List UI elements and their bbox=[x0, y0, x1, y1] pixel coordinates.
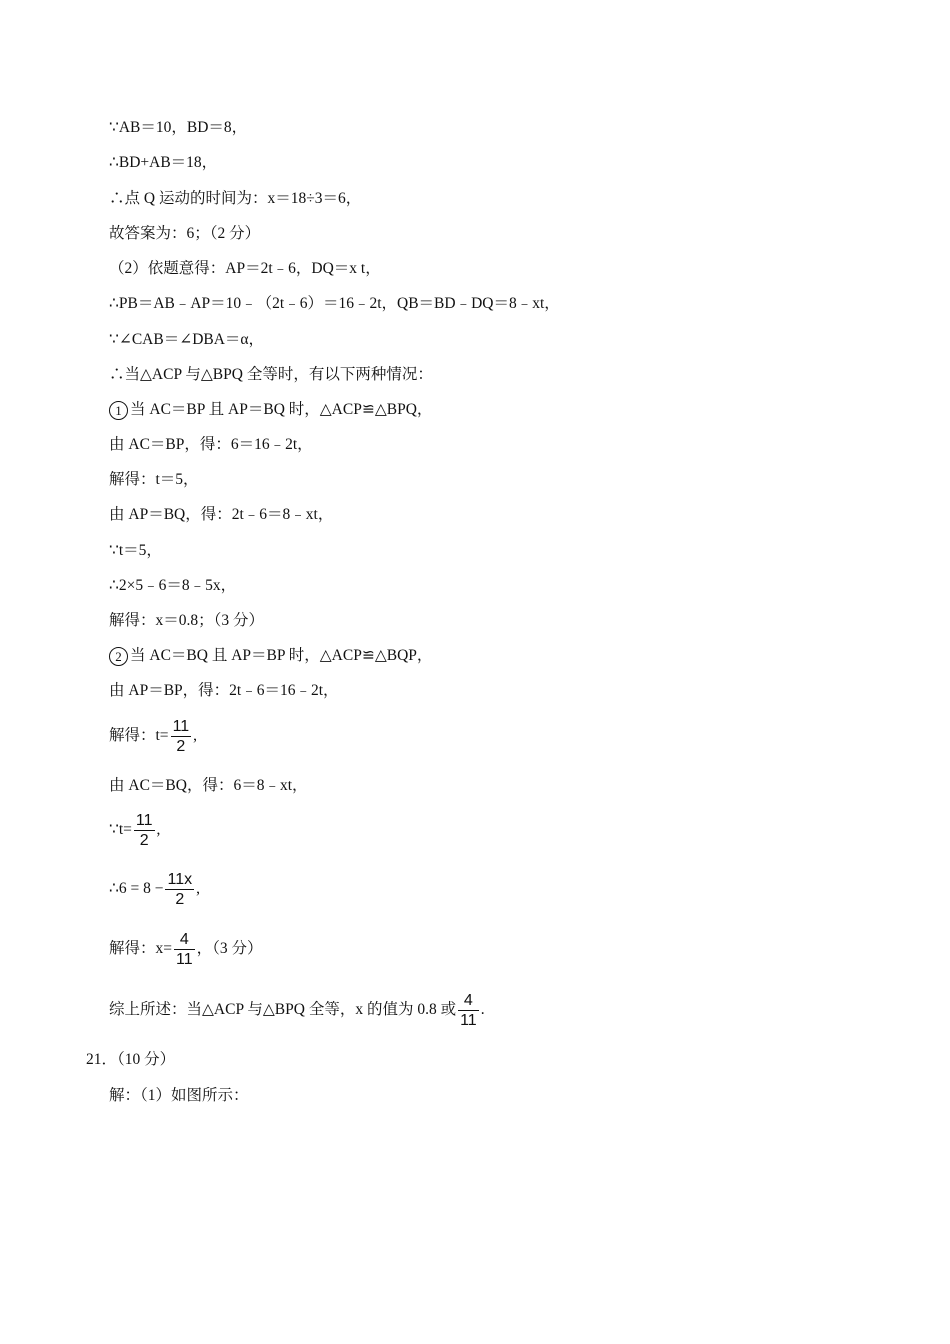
text-line: （2）依题意得：AP＝2t﹣6，DQ＝x t， bbox=[109, 260, 381, 277]
fraction-denominator: 2 bbox=[176, 738, 186, 755]
fraction-denominator: 11 bbox=[176, 951, 193, 968]
question-number: 21．（10 分） bbox=[86, 1051, 176, 1068]
fraction-numerator: 4 bbox=[179, 931, 189, 948]
line-prefix: ∴6 = 8 − bbox=[109, 880, 164, 898]
case-two-line bbox=[109, 646, 432, 666]
text-line: ∴2×5﹣6＝8﹣5x， bbox=[109, 577, 237, 594]
fraction bbox=[171, 717, 192, 756]
text-line: ∴BD+AB＝18， bbox=[109, 154, 218, 171]
text-line: ∴点 Q 运动的时间为：x＝18÷3＝6， bbox=[109, 190, 362, 207]
case-one-line bbox=[109, 400, 432, 420]
text-line: 解：（1）如图所示： bbox=[109, 1087, 249, 1104]
fraction-line bbox=[109, 811, 160, 850]
fraction-line bbox=[109, 930, 263, 969]
punctuation: , bbox=[193, 727, 198, 745]
line-prefix: 综上所述：当△ACP 与△BPQ 全等，x 的值为 0.8 或 bbox=[109, 1001, 457, 1019]
fraction-numerator: 11x bbox=[167, 871, 193, 888]
fraction-line bbox=[109, 991, 485, 1030]
fraction-denominator: 2 bbox=[139, 832, 149, 849]
punctuation: . bbox=[480, 1001, 485, 1019]
text-line: ∴当△ACP 与△BPQ 全等时，有以下两种情况： bbox=[109, 366, 433, 383]
line-prefix: 解得：x= bbox=[109, 940, 172, 958]
fraction-line bbox=[109, 870, 200, 909]
circled-number-marker: 2 bbox=[109, 647, 128, 666]
text-line: 解得：t＝5， bbox=[109, 471, 199, 488]
punctuation: , bbox=[196, 880, 200, 898]
line-prefix: 解得：t= bbox=[109, 727, 169, 745]
fraction bbox=[134, 811, 155, 850]
text-line: 由 AP＝BQ，得：2t﹣6＝8﹣xt， bbox=[109, 506, 334, 523]
text-line: ∵AB＝10，BD＝8， bbox=[109, 119, 248, 136]
text-line: 由 AC＝BP，得：6＝16﹣2t， bbox=[109, 436, 313, 453]
text-line: ∵∠CAB＝∠DBA＝α， bbox=[109, 331, 265, 348]
fraction-denominator: 11 bbox=[460, 1012, 477, 1029]
fraction bbox=[165, 870, 194, 909]
text-line: 由 AP＝BP，得：2t﹣6＝16﹣2t， bbox=[109, 682, 339, 699]
text-line: 故答案为：6；（2 分） bbox=[109, 225, 261, 242]
fraction-numerator: 4 bbox=[463, 992, 473, 1009]
fraction bbox=[458, 991, 479, 1030]
text-line: 由 AC＝BQ，得：6＝8﹣xt， bbox=[109, 777, 308, 794]
line-suffix: ，（3 分） bbox=[196, 940, 263, 958]
fraction-denominator: 2 bbox=[175, 891, 185, 908]
fraction-line bbox=[109, 717, 197, 756]
text-line: ∴PB＝AB﹣AP＝10﹣（2t﹣6）＝16﹣2t，QB＝BD﹣DQ＝8﹣xt， bbox=[109, 295, 560, 312]
fraction bbox=[174, 930, 195, 969]
line-prefix: ∵t= bbox=[109, 821, 132, 839]
text-line: ∵t＝5， bbox=[109, 542, 162, 559]
fraction-numerator: 11 bbox=[135, 812, 153, 829]
fraction-numerator: 11 bbox=[172, 718, 190, 735]
case-text: 当 AC＝BQ 且 AP＝BP 时，△ACP≌△BQP， bbox=[130, 647, 433, 664]
punctuation: , bbox=[156, 821, 161, 839]
text-line: 解得：x＝0.8；（3 分） bbox=[109, 612, 265, 629]
circled-number-marker: 1 bbox=[109, 401, 128, 420]
case-text: 当 AC＝BP 且 AP＝BQ 时，△ACP≌△BPQ， bbox=[130, 401, 433, 418]
